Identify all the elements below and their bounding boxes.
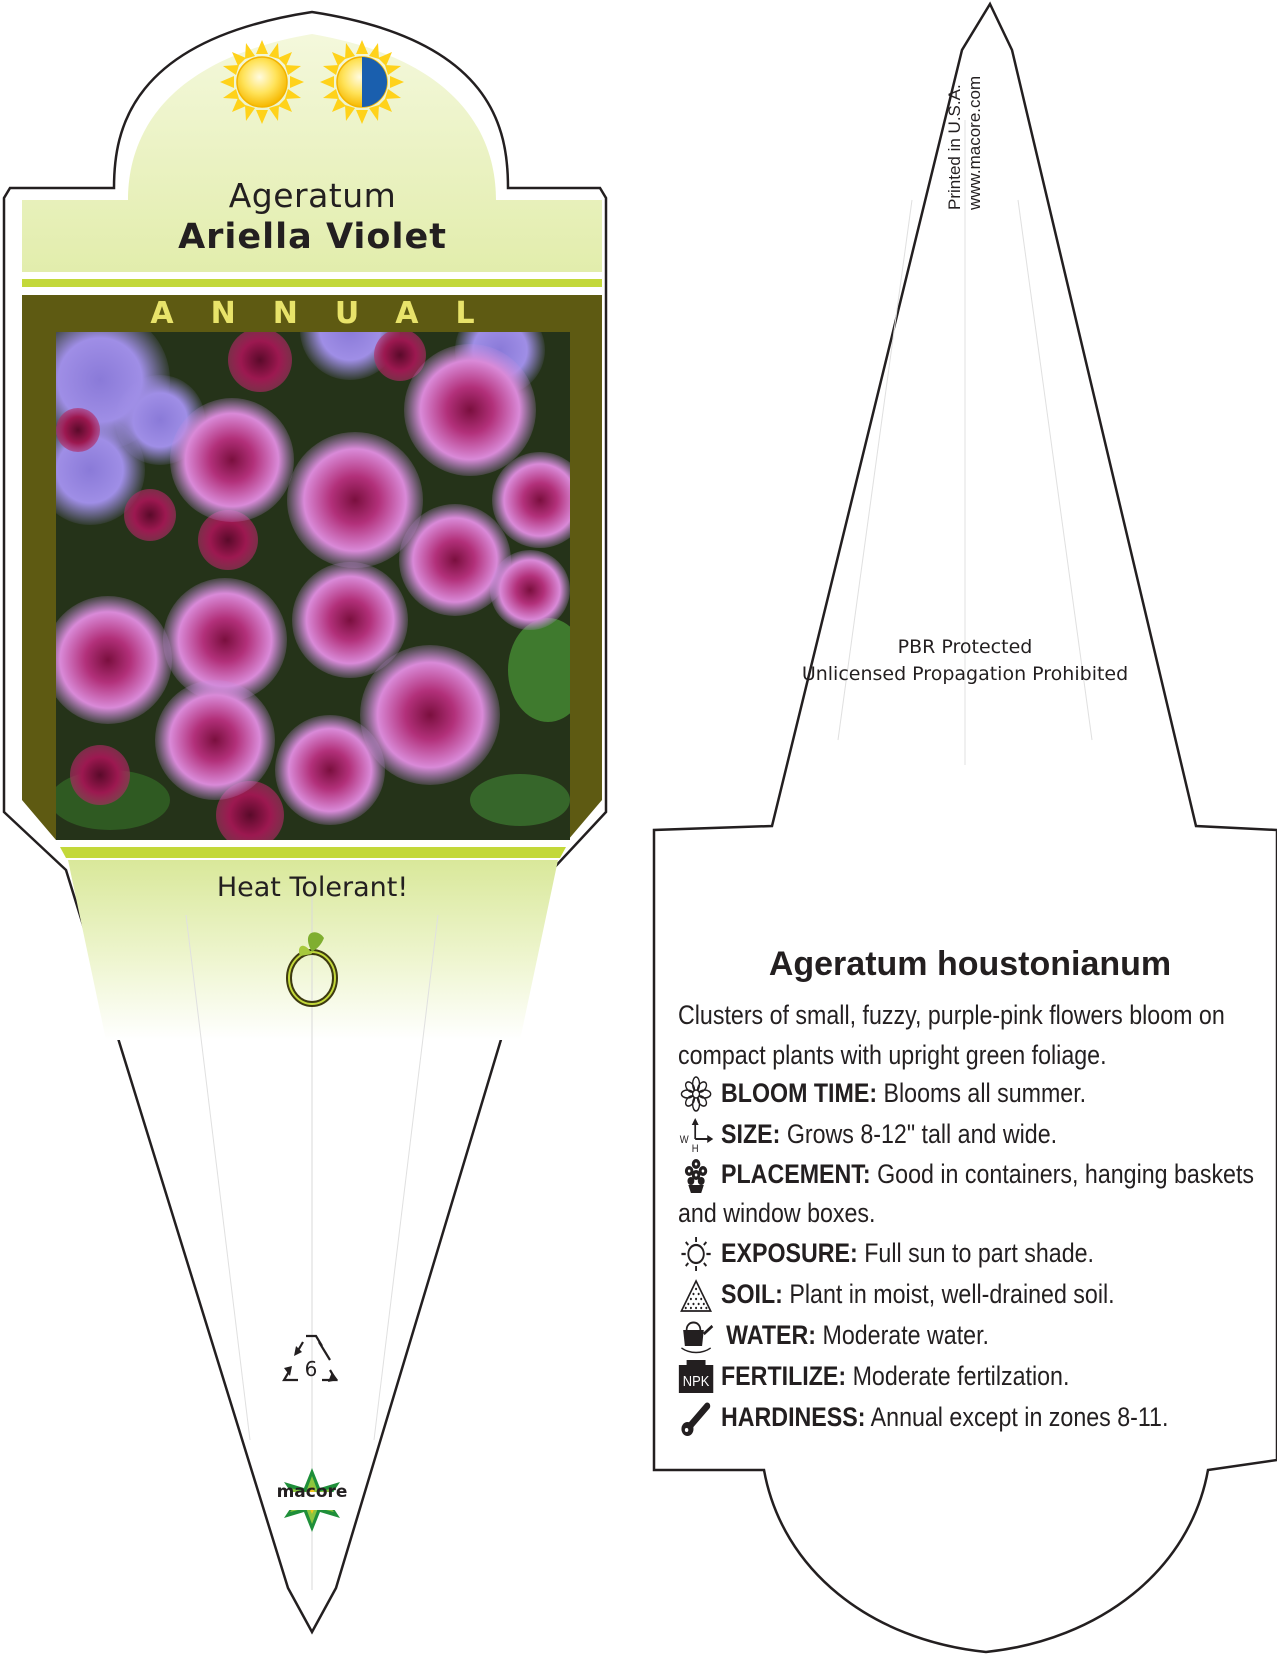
print-info: [945, 76, 985, 210]
website: www.macore.com: [965, 75, 984, 210]
care-item-soil: [678, 1274, 1277, 1315]
care-text: Plant in moist, well-drained soil.: [789, 1279, 1115, 1309]
care-label: PLACEMENT:: [721, 1159, 871, 1189]
recycle-number: 6: [304, 1357, 318, 1381]
brand-name: macore: [276, 1482, 348, 1502]
pbr-notice: [780, 634, 1150, 688]
care-label: WATER:: [726, 1320, 817, 1350]
care-label: HARDINESS:: [721, 1402, 866, 1432]
size-icon: [678, 1117, 714, 1153]
flower-icon: [678, 1076, 714, 1112]
care-instructions: [678, 1073, 1277, 1438]
watering-can-icon: [678, 1318, 714, 1354]
thermometer-icon: [678, 1400, 714, 1436]
common-name: Ageratum: [228, 176, 397, 215]
npk-icon: [678, 1359, 714, 1395]
plant-category: ANNUAL: [150, 296, 512, 331]
care-item-size: [678, 1114, 1277, 1155]
care-item-fertilize: [678, 1356, 1277, 1397]
soil-icon: [678, 1277, 714, 1313]
printed-in: Printed in U.S.A.: [945, 84, 964, 210]
care-text: Moderate fertilzation.: [852, 1361, 1070, 1391]
care-text: Good in containers, hanging baskets and window boxes.: [678, 1159, 1255, 1228]
npk-label: NPK: [682, 1372, 710, 1390]
care-label: FERTILIZE:: [721, 1361, 847, 1391]
pbr-line-2: Unlicensed Propagation Prohibited: [801, 663, 1129, 685]
plant-description: Clusters of small, fuzzy, purple-pink flowers bloom on compact plants with upright green foliage.: [678, 1000, 1225, 1070]
part-shade-icon: [320, 40, 404, 124]
care-text: Annual except in zones 8-11.: [870, 1402, 1169, 1432]
size-icon-width-letter: W: [679, 1134, 689, 1147]
care-item-bloom-time: [678, 1073, 1277, 1114]
care-text: Grows 8-12" tall and wide.: [786, 1119, 1058, 1149]
feature-callout: Heat Tolerant!: [216, 872, 409, 903]
care-label: EXPOSURE:: [721, 1238, 858, 1268]
full-sun-icon: [220, 40, 304, 124]
variety-name: Ariella Violet: [178, 217, 447, 257]
care-item-exposure: [678, 1233, 1277, 1274]
pbr-line-1: PBR Protected: [897, 636, 1033, 658]
botanical-name: Ageratum houstonianum: [768, 945, 1172, 983]
care-text: Moderate water.: [822, 1320, 989, 1350]
care-item-hardiness: [678, 1397, 1277, 1438]
care-item-water: [678, 1315, 1277, 1356]
flower-photo: [30, 280, 588, 849]
care-item-placement: [678, 1155, 1263, 1233]
care-label: SIZE:: [721, 1119, 781, 1149]
placement-icon: [678, 1158, 714, 1194]
care-text: Blooms all summer.: [883, 1078, 1087, 1108]
sun-icon: [678, 1236, 714, 1272]
care-text: Full sun to part shade.: [864, 1238, 1094, 1268]
care-label: SOIL:: [721, 1279, 783, 1309]
size-icon-height-letter: H: [691, 1143, 699, 1153]
care-label: BLOOM TIME:: [721, 1078, 878, 1108]
